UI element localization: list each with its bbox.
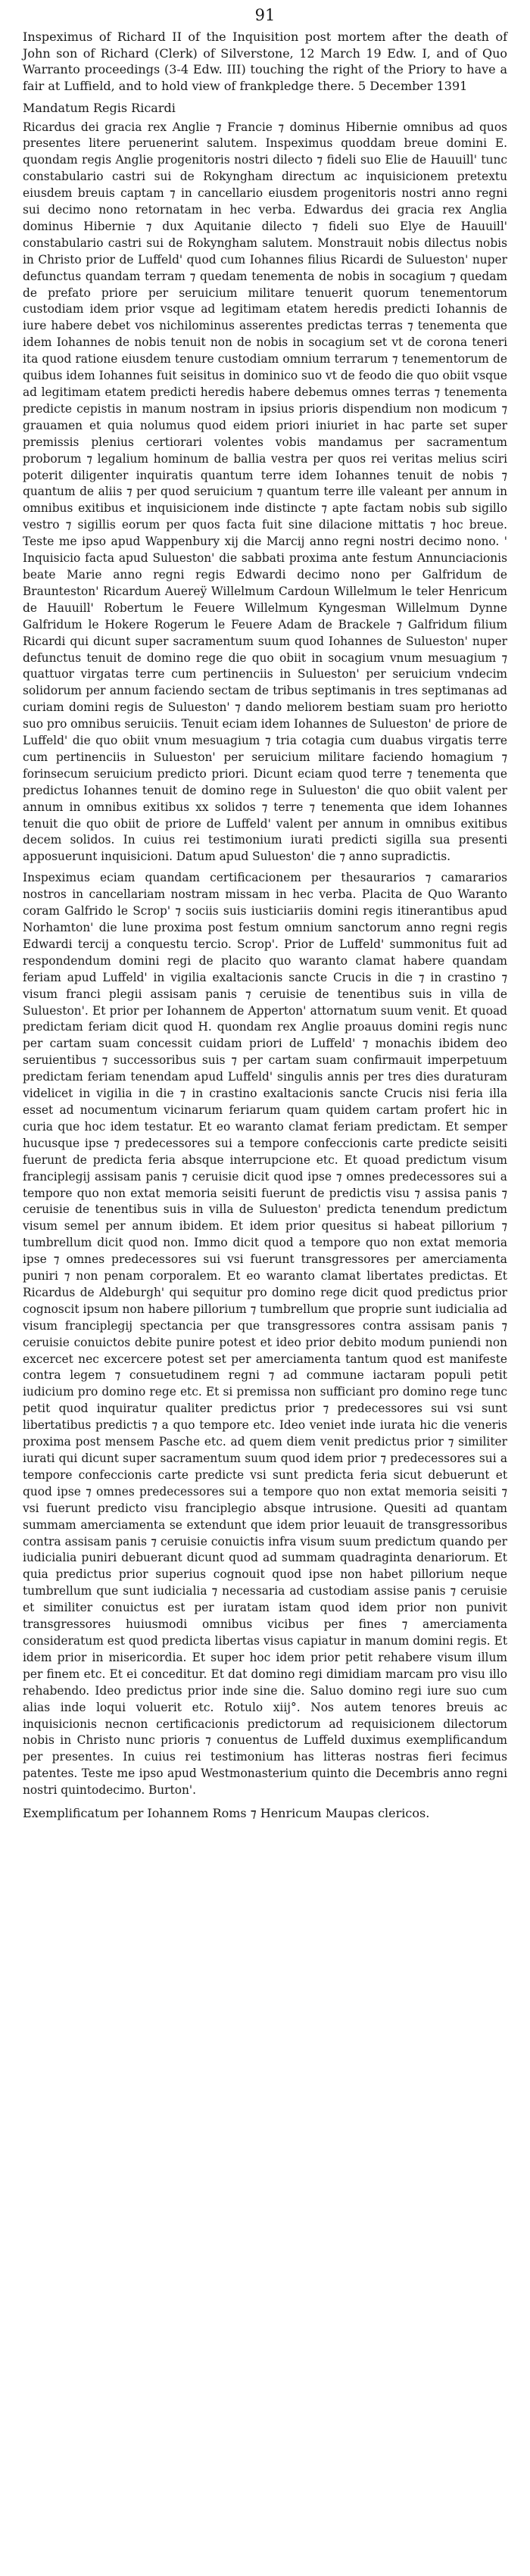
body-paragraph: Inspeximus eciam quandam certificacionem per thesaurarios ⁊ camararios nostros in cancellariam nostram missam in hec verba. Placita de Quo Waranto coram Galfrido le Scrop' ⁊ sociis suis iusticiariis domini regis itinerantibus apud Norhamton' die lune proxima post festum omnium sanctorum anno regni regis Edwardi tercij a conquestu tercio. Scrop'. Prior de Luffeld' summonitus fuit ad respondendum domini regi de placito quo waranto clamat habere quandam feriam apud Luffeld' in vigilia exaltacionis sancte Crucis in die ⁊ in crastino ⁊ visum franci plegii assisam panis ⁊ ceruisie de tenentibus suis in villa de Sulueston'. Et prior per Iohannem de Apperton' attornatum suum venit. Et quoad predictam feriam dicit quod H. quondam rex Anglie proauus domini regis nunc per cartam suam concessit cuidam priori de Luffeld' ⁊ monachis ibidem deo seruientibus ⁊ successoribus suis ⁊ per cartam suam confirmauit imperpetuum predictam feriam tenendam apud Luffeld' singulis annis per tres dies duraturam videlicet in vigilia in die ⁊ in crastino exaltacionis sancte Crucis nisi feria illa esset ad nocumentum vicinarum feriarum quam quidem cartam profert hic in curia que hoc idem testatur. Et eo waranto clamat feriam predictam. Et semper hucusque ipse ⁊ predecessores sui a tempore confeccionis carte predicte seisiti fuerunt de predicta feria absque interrupcione etc. Et quoad predictum visum franciplegij assisam panis ⁊ ceruisie dicit quod ipse ⁊ omnes predecessores sui a tempore quo non extat memoria seisiti fuerunt de predictis visu ⁊ assisa panis ⁊ ceruisie de tenentibus suis in villa de Sulueston' predicta tenendum predictum visum semel per annum ibidem. Et idem prior quesitus si habeat pillorium ⁊ tumbrellum dicit quod non. Immo dicit quod a tempore quo non extat memoria ipse ⁊ omnes predecessores sui vsi fuerunt transgressores per amerciamenta puniri ⁊ non penam corporalem. Et eo waranto clamat libertates predictas. Et Ricardus de Aldeburgh' qui sequitur pro domino rege dicit quod predictus prior cognoscit ipsum non habere pillorium ⁊ tumbrellum que proprie sunt iudicialia ad visum franciplegij spectancia per que transgressores contra assisam panis ⁊ ceruisie conuictos debite punire potest et ideo prior debito modum puniendi non excercet nec excercere potest set per amerciamenta tantum quod est manifeste contra legem ⁊ consuetudinem regni ⁊ ad commune iactaram populi petit iudicium pro domino rege etc. Et si premissa non sufficiant pro domino rege tunc petit quod inquiratur qualiter predictus prior ⁊ predecessores sui vsi sunt libertatibus predictis ⁊ a quo tempore etc. Ideo veniet inde iurata hic die veneris proxima post mensem Pasche etc. ad quem diem venit predictus prior ⁊ similiter iurati qui dicunt super sacramentum suum quod idem prior ⁊ predecessores sui a tempore confeccionis carte predicte vsi sunt predicta feria sicut debuerunt et quod ipse ⁊ omnes predecessores sui a tempore quo non extat memoria seisiti ⁊ vsi fuerunt predicto visu franciplegio absque intrusione. Quesiti ad quantam summam amerciamenta se extendunt que idem prior leuauit de transgressoribus contra assisam panis ⁊ ceruisie conuictis infra visum suum predictum quando per iudicialia puniri debuerant dicunt quod ad summam quadraginta denariorum. Et quia predictus prior superius cognouit quod ipse non habet pillorium neque tumbrellum que sunt iudicialia ⁊ necessaria ad custodiam assise panis ⁊ ceruisie et similiter conuictus est per iuratam istam quod idem prior non punivit transgressores huiusmodi omnibus vicibus per fines ⁊ amerciamenta consideratum est quod predicta libertas visus capiatur in manum domini regis. Et idem prior in misericordia. Et super hoc idem prior petit rehabere visum illum per finem etc. Et ei conceditur. Et dat domino regi dimidiam marcam pro visu illo rehabendo. Ideo predictus prior inde sine die. Saluo domino regi iure suo cum alias inde loqui voluerit etc. Rotulo xiij°. Nos autem tenores breuis ac inquisicionis necnon certificacionis predictorum ad requisicionem dilectorum nobis in Christo nunc prioris ⁊ conuentus de Luffeld duximus exemplificandum per presentes. In cuius rei testimonium has litteras nostras fieri fecimus patentes. Teste me ipso apud Westmonasterium quinto die Decembris anno regni nostri quintodecimo. Burton'. [23, 871, 507, 1798]
body-paragraph: Ricardus dei gracia rex Anglie ⁊ Francie ⁊ dominus Hibernie omnibus ad quos presentes litere peruenerint salutem. Inspeximus quoddam breue domini E. quondam regis Anglie progenitoris nostri dilecto ⁊ fideli suo Elie de Hauuill' tunc constabulario castri sui de Rokyngham directum ac inquisicionem pretextu eiusdem breuis captam ⁊ in cancellario eiusdem progenitoris nostri anno regni sui decimo nono retornatam in hec verba. Edwardus dei gracia rex Anglia dominus Hibernie ⁊ dux Aquitanie dilecto ⁊ fideli suo Elye de Hauuill' constabulario castri sui de Rokyngham salutem. Monstrauit nobis dilectus nobis in Christo prior de Luffeld' quod cum Iohannes filius Ricardi de Sulueston' nuper defunctus quandam terram ⁊ quedam tenementa de nobis in socagium ⁊ quedam de prefato priore per seruicium militare tenuerit quorum tenementorum custodiam idem prior vsque ad legitimam etatem heredis predicti Iohannis de iure habere debet vos nichilominus asserentes predictas terras ⁊ tenementa que idem Iohannes de nobis tenuit non de nobis in socagium set vt de corona teneri ita quod ratione eiusdem tenure custodiam omnium terrarum ⁊ tenementorum de quibus idem Iohannes fuit seisitus in dominico suo vt de feodo die quo obiit vsque ad legitimam etatem predicti heredis habere debemus omnes terras ⁊ tenementa predicte cepistis in manum nostram in ipsius prioris dispendium non modicum ⁊ grauamen et quia nolumus quod eidem priori iniuriet in hac parte set super premissis plenius certiorari volentes vobis mandamus per sacramentum proborum ⁊ legalium hominum de ballia vestra per quos rei veritas melius sciri poterit diligenter inquiratis quantum terre idem Iohannes tenuit de nobis ⁊ quantum de aliis ⁊ per quod seruicium ⁊ quantum terre ille valeant per annum in omnibus exitibus et inquisicionem inde distincte ⁊ apte factam nobis sub sigillo vestro ⁊ sigillis eorum per quos facta fuit sine dilacione mittatis ⁊ hoc breue. Teste me ipso apud Wappenbury xij die Marcij anno regni nostri decimo nono. ' Inquisicio facta apud Sulueston' die sabbati proxima ante festum Annunciacionis beate Marie anno regni regis Edwardi decimo nono per Galfridum de Braunteston' Ricardum Auereÿ Willelmum Cardoun Willelmum le teler Henricum de Hauuill' Robertum le Feuere Willelmum Kyngesman Willelmum Dynne Galfridum le Hokere Rogerum le Feuere Adam de Brackele ⁊ Galfridum filium Ricardi qui dicunt super sacramentum suum quod Iohannes de Sulueston' nuper defunctus tenuit de domino rege die quo obiit in socagium vnum mesuagium ⁊ quattuor virgatas terre cum pertinenciis in Sulueston' per seruicium vndecim solidorum per annum faciendo sectam de tribus septimanis in tres septimanas ad curiam domini regis de Sulueston' ⁊ dando meliorem bestiam suam pro heriotto suo pro omnibus seruiciis. Tenuit eciam idem Iohannes de Sulueston' de priore de Luffeld' die quo obiit vnum mesuagium ⁊ tria cotagia cum duabus virgatis terre cum pertinenciis in Sulueston' per seruicium militare faciendo homagium ⁊ forinsecum seruicium predicto priori. Dicunt eciam quod terre ⁊ tenementa que predictus Iohannes tenuit de domino rege in Sulueston' die quo obiit valent per annum in omnibus exitibus xx solidos ⁊ terre ⁊ tenementa que idem Iohannes tenuit die quo obiit de priore de Luffeld' valent per annum in omnibus exitibus decem solidos. In cuius rei testimonium iurati predicti sigilla sua presenti apposuerunt inquisicioni. Datum apud Sulueston' die ⁊ anno supradictis. [23, 120, 507, 864]
document-subheading: Mandatum Regis Ricardi [23, 101, 176, 115]
page-number: 91 [254, 6, 276, 24]
document-page [23, 0, 507, 1822]
document-heading: Inspeximus of Richard II of the Inquisition post mortem after the death of John son of Richard (Clerk) of Silverstone, 12 March 19 Edw. I, and of Quo Warranto proceedings (3-4 Edw. III) touching the right of the Priory to have a fair at Luffield, and to hold view of frankpledge there. 5 December 1391 [23, 30, 507, 93]
attestation-line: Exemplificatum per Iohannem Roms ⁊ Henricum Maupas clericos. [23, 1806, 430, 1821]
